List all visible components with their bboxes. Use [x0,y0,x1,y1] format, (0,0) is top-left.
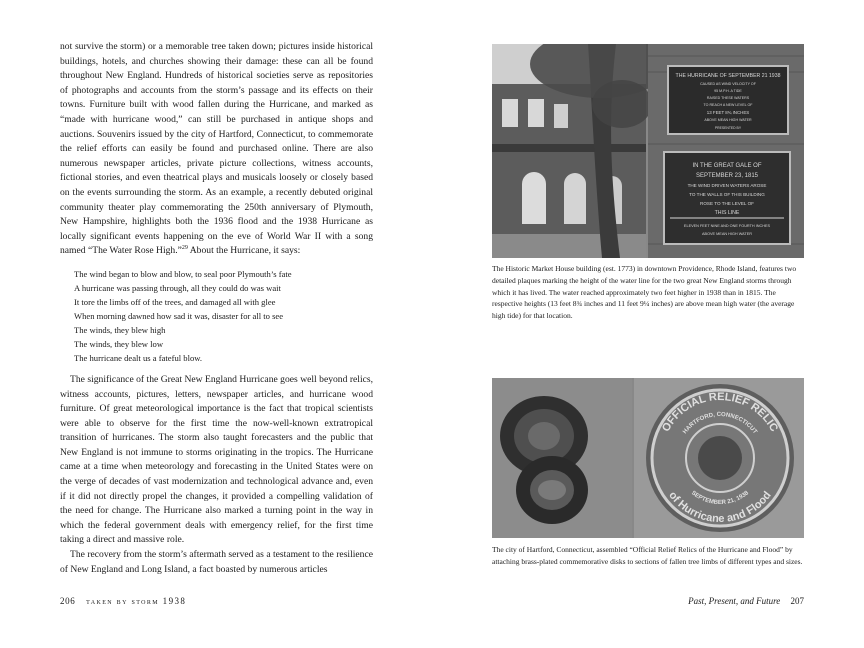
paragraph-3: The recovery from the storm’s aftermath served as a testament to the resilience of New England and Long Island, a fact boasted by numerous articles [60,549,373,575]
disk-city-text: HARTFORD, CONNECTICUT [682,411,758,436]
poem-line: The winds, they blew low [74,338,164,349]
plaque-bottom-line: THE WIND DRIVEN WATERS AROSE [687,183,767,188]
plaque-bottom-line: SEPTEMBER 23, 1815 [695,173,759,179]
right-footer [688,596,804,606]
page-number-left: 206 [60,596,76,606]
figure-1-caption: The Historic Market House building (est. 1773) in downtown Providence, Rhode Island, features two detailed plaques marking the height of the water line for the two great New England storms through which it has lived. The water reached approximately two feet higher in 1938 than in 1815. The respective heights (13 feet 8¾ inches and 11 feet 9¼ inches) are above mean high water (the average high tide) for that location. [492,264,797,321]
footnote-reference[interactable]: 29 [181,245,188,252]
song-lyrics [74,267,373,365]
plaque-top-line: TO REACH A NEW LEVEL OF [703,103,753,107]
plaque-bottom-line: ELEVEN FEET NINE AND ONE FOURTH INCHES [683,224,771,228]
paragraph-2: The significance of the Great New England Hurricane goes well beyond relics, witness accounts, pictures, letters, newspaper articles, and hurricane wood furniture. Of great meteorological importance is the fact that tropical scientists were able to observe for the first time the now-well-known extratropical transition of hurricanes. The storm also taught forecasters and the public that New England is not immune to storms originating in the tropics. The Hurricane came at a time when meteorology and forecasting in the United States were on the verge of decades of vast modernization and technological advance and, even if it did not directly propel the changes, it provided a compelling validation of the need for change. The Hurricane also marked a turning point in the way in which the federal government deals with emergency relief, for the first time taking a direct and massive role. [60,373,373,546]
poem-line: The wind began to blow and blow, to seal poor Plymouth’s fate [74,268,292,279]
relief-relics-photo [492,378,804,538]
disk-date-text: SEPTEMBER 21, 1938 [690,490,750,507]
running-head-right: Past, Present, and Future [688,596,781,606]
poem-line: The hurricane dealt us a fateful blow. [74,352,203,363]
figure-2-caption: The city of Hartford, Connecticut, assembled “Official Relief Relics of the Hurricane and Flood” by attaching brass-plated commemorative disks to sections of fallen tree limbs of different types and sizes. [492,545,803,566]
poem-line: It tore the limbs off of the trees, and damaged all with glee [74,296,276,307]
paragraph-1: not survive the storm) or a memorable tree taken down; pictures inside historical buildings, hotels, and churches showing their damage: these can all be found throughout New England. Hundreds of historical societies serve as repositories of photographs and accounts from the storm’s passage and its effects on their towns. Furniture built with wood fallen during the Hurricane, and marked as “made with hurricane wood,” can still be purchased in antique shops and auctions. Souvenirs issued by the city of Hartford, Connecticut, to commemorate the relief efforts can easily be found and purchased online. There are also numerous newspaper articles, private picture collections, witness accounts, fictional stories, and even theatrical plays and musicals loosely or closely based on the events surrounding the storm. As an example, a recently debuted original community theater play commemorating the 250th anniversary of Plymouth, New Hampshire, highlights both the 1936 flood and the 1938 Hurricane as locally significant events happening on the eve of World War II with a song named “The Water Rose High.”$^{29}$ About the Hurricane, it says: [60,41,373,257]
plaque-top-title: THE HURRICANE OF SEPTEMBER 21 1938 [675,73,781,79]
market-house-photo [492,44,804,258]
disk-bottom-text: of Hurricane and Flood [666,489,774,526]
poem-line: When morning dawned how sad it was, disaster for all to see [74,310,284,321]
plaque-top-line: CAUSED AS WIND VELOCITY OF [700,82,756,86]
left-footer [60,596,186,606]
plaque-bottom-line: TO THE WALLS OF THIS BUILDING [689,192,765,197]
disk-top-text: OFFICIAL RELIEF RELIC [660,390,780,434]
left-body-text [60,40,373,577]
plaque-top-line: 13 FEET 8¾ INCHES [706,110,750,115]
right-page [432,0,864,648]
page-number-right: 207 [790,596,804,606]
poem-line: A hurricane was passing through, all they could do was wait [74,282,281,293]
plaque-top-line: ABOVE MEAN HIGH WATER [704,118,752,122]
plaque-bottom-line: ABOVE MEAN HIGH WATER [702,232,752,236]
plaque-top-line: 95 M.P.H. A TIDE [714,89,742,93]
plaque-bottom-line: ROSE TO THE LEVEL OF [700,201,754,206]
plaque-top-line: PRESENTED BY [714,126,742,130]
plaque-bottom-line: THIS LINE [714,210,740,216]
plaque-bottom-line: IN THE GREAT GALE OF [692,163,762,169]
plaque-top-line: RAISED THESE WATERS [706,96,750,100]
poem-line: The winds, they blew high [74,324,166,335]
running-head-left: taken by storm 1938 [86,596,187,606]
